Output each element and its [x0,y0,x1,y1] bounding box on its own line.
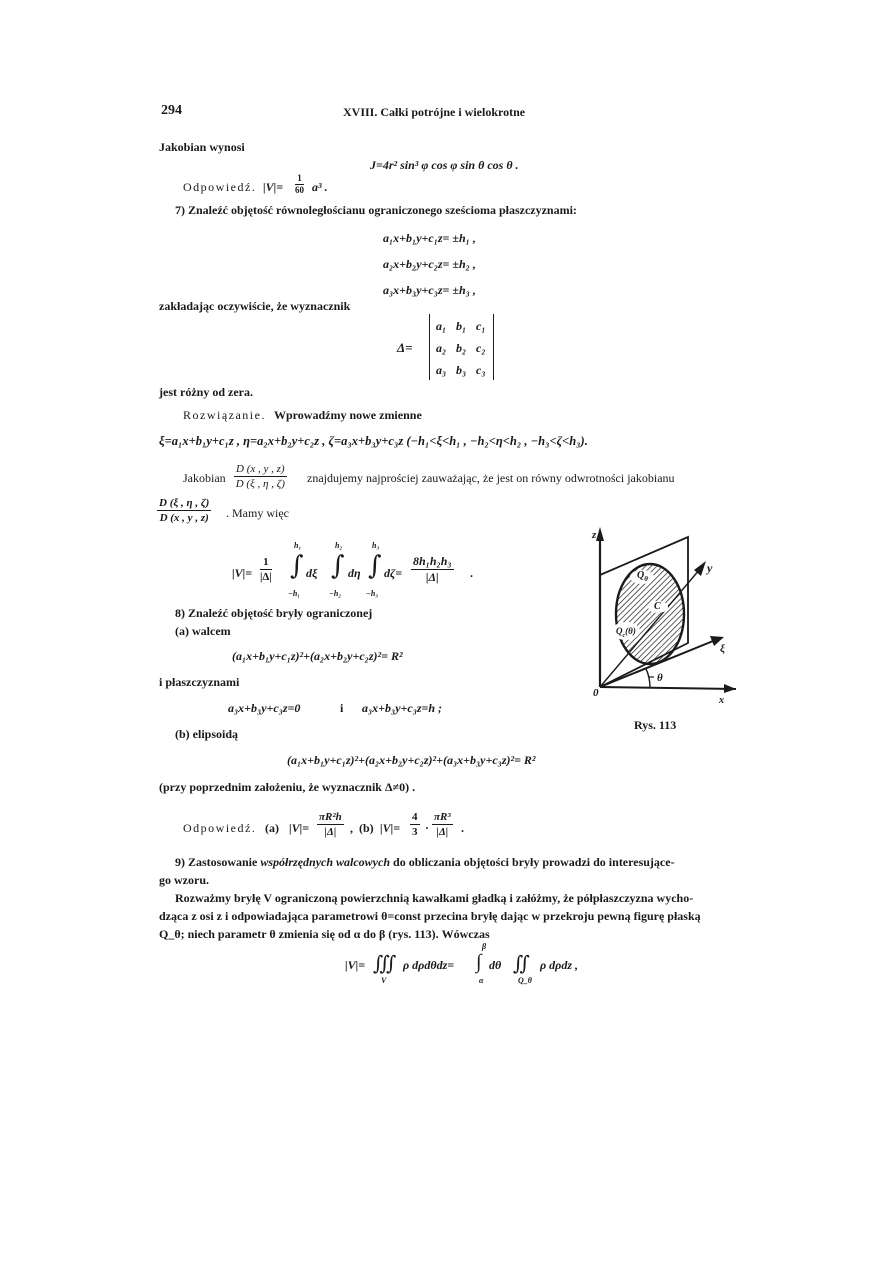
answer-8b-dot: · [425,821,430,835]
exercise-9-line-1: 9) Zastosowanie współrzędnych walcowych do obliczania objętości bryły prowadzi do interesujące- [175,855,675,869]
answer-fraction [295,174,304,195]
fraction-num: D (x , y , z) [236,463,285,475]
det-b1: b₁ [456,319,467,333]
fraction-den: D (x , y , z) [159,512,209,524]
fraction-num: 1 [260,556,272,570]
answer-8a-lhs: |V|= [289,821,310,835]
det-a1: a₁ [436,319,447,333]
exercise-8a-label: (a) walcem [175,624,231,638]
figure-113 [588,527,738,742]
limit-upper-1: h₁ [294,541,302,550]
theta-arc [646,669,650,688]
single-integral-sign: ∫ [476,951,482,973]
det-a2: a₂ [436,341,447,355]
final-sub-v: V [381,976,387,985]
det-b3: b₃ [456,363,467,377]
integral-sign-3: ∫ [368,551,382,581]
fraction-den: |Δ| [324,826,337,838]
exercise-9-line-4: dząca z osi z i odpowiadająca parametrowi θ=const przecina bryłę dając w przekroju pewną figurę płaską [159,909,701,923]
label-q-theta: $Q_\theta$ [637,570,648,583]
answer-8b-fraction-1 [410,811,420,838]
answer-label: Odpowiedź. [183,180,257,194]
det-c2: c₂ [476,341,486,355]
formula-jacobian: J=4r² sin³ φ cos φ sin θ cos θ . [370,158,519,172]
jacobian-fraction [234,463,287,490]
answer-8-end: . [461,821,464,835]
triple-integral-sign: ∭ [373,953,397,975]
limit-lower-2: −h₂ [329,589,342,598]
limit-lower-1: −h₁ [288,589,301,598]
fraction-num: πR²h [319,811,342,823]
fraction-den: D (ξ , η , ζ) [235,478,285,490]
fraction-den: 60 [295,185,304,195]
exercise-8-text: 8) Znaleźć objętość bryły ograniczonej [175,606,373,620]
cylinder-equation: (a₁x+b₁y+c₁z)²+(a₂x+b₂y+c₂z)²= R² [232,649,403,663]
final-dtheta: dθ [489,958,502,972]
answer-8b-fraction-2 [432,811,453,838]
result-fraction [411,555,454,584]
differential-zeta: dζ= [384,566,403,580]
label-qc: $Q_c(\theta)$ [616,626,636,639]
det-c1: c₁ [476,319,486,333]
fraction-den: |Δ| [260,571,272,583]
final-integrand-2: ρ dρdz , [540,958,579,972]
final-integrand-1: ρ dρdθdz= [403,958,455,972]
fraction-den: |Δ| [436,826,449,838]
det-a3: a₃ [436,363,447,377]
plane-eq-2: a₃x+b₃y+c₃z=h ; [362,701,443,715]
fraction-num: D (ξ , η , ζ) [159,497,210,509]
plane-eq-1: a₃x+b₃y+c₃z=0 [228,701,301,715]
answer-lhs: |V|= [263,180,284,194]
fraction-den: |Δ| [425,570,439,584]
exercise-8b-label: (b) elipsoidą [175,727,239,741]
differential-xi: dξ [306,566,318,580]
final-lower-alpha: α [479,976,484,985]
fraction-num: πR³ [434,811,451,823]
label-origin: 0 [593,687,599,699]
limit-lower-3: −h₃ [366,589,379,598]
fraction-num: 1 [295,174,304,185]
ellipsoid-equation: (a₁x+b₁y+c₁z)²+(a₂x+b₂y+c₂z)²+(a₃x+b₃y+c₃z)²= R² [287,753,536,767]
label-x: x [719,695,724,706]
planes-text: i płaszczyznami [159,675,240,689]
label-xi: ξ [720,643,725,655]
answer-rhs: a³ . [312,180,328,194]
answer-8-label: Odpowiedź. [183,821,257,835]
integral-sign-2: ∫ [331,551,345,581]
fraction-num: 4 [412,811,418,823]
paragraph-jakobian: Jakobian wynosi [159,140,245,154]
z-arrow [596,527,604,541]
eq-plane-3: a₃x+b₃y+c₃z= ±h₃ , [383,283,476,297]
answer-8a-fraction [317,811,344,838]
label-z: z [592,529,597,541]
inverse-text: . Mamy więc [226,506,289,520]
answer-8-separator: , [350,821,353,835]
double-integral-sign: ∬ [513,953,531,975]
det-right-bar [493,314,494,380]
planes-and: i [340,701,344,715]
volume-fraction [260,556,272,583]
det-c3: c₃ [476,363,486,377]
final-lhs: |V|= [345,958,366,972]
result-end: . [470,566,473,580]
differential-eta: dη [348,566,361,580]
exercise-7-text: 7) Znaleźć objętość równoległościanu ograniczonego sześciomа płaszczyznami: [175,203,577,217]
final-upper-beta: β [482,942,487,951]
delta-symbol: Δ= [397,340,413,355]
x-axis [600,687,736,689]
integral-sign-1: ∫ [290,551,304,581]
fraction-den: 3 [412,826,418,838]
new-variables: ξ=a₁x+b₁y+c₁z , η=a₂x+b₂y+c₂z , ζ=a₃x+b₃y+c₃z (−h₁<ξ<h₁ , −h₂<η<h₂ , −h₃<ζ<h₃). [159,434,588,448]
det-b2: b₂ [456,341,467,355]
page-number: 294 [161,103,182,118]
nonzero-text: jest różny od zera. [159,385,253,399]
assume-text: zakładając oczywiście, że wyznacznik [159,299,351,313]
exercise-9-line-3: Rozważmy bryłę V ograniczoną powierzchnią kawałkami gładką i załóżmy, że półpłaszczyzna wycho- [175,891,694,905]
label-theta: θ [657,672,663,684]
label-y: y [707,561,713,575]
answer-8b-lhs: |V|= [380,821,401,835]
fraction-num: 8h₁h₂h₃ [413,554,452,568]
inverse-jacobian-fraction [157,497,211,524]
jacobian-text: znajdujemy najprościej zauważając, że jest on równy odwrotności jakobianu [307,471,675,485]
figure-caption: Rys. 113 [634,718,677,732]
final-sub-q: Q_θ [518,976,532,985]
eq-plane-2: a₂x+b₂y+c₂z= ±h₂ , [383,257,476,271]
solution-text: Wprowadźmy nowe zmienne [274,408,422,422]
eq-plane-1: a₁x+b₁y+c₁z= ±h₁ , [383,231,476,245]
previous-assumption: (przy poprzednim założeniu, że wyznacznik Δ≠0) . [159,780,416,794]
answer-8b-tag: (b) [359,821,374,835]
jacobian-word: Jakobian [183,471,226,485]
limit-upper-2: h₂ [335,541,343,550]
x-arrow [724,684,736,693]
exercise-9-line-2: go wzoru. [159,873,209,887]
running-title: XVIII. Całki potrójne i wielokrotne [343,105,526,119]
solution-label: Rozwiązanie. [183,408,266,422]
label-c: C [654,601,661,612]
volume-lhs: |V|= [232,566,253,580]
det-left-bar [429,314,430,380]
answer-8a-tag: (a) [265,821,279,835]
exercise-9-line-5: Q_θ; niech parametr θ zmienia się od α do β (rys. 113). Wówczas [159,927,490,941]
limit-upper-3: h₃ [372,541,380,550]
